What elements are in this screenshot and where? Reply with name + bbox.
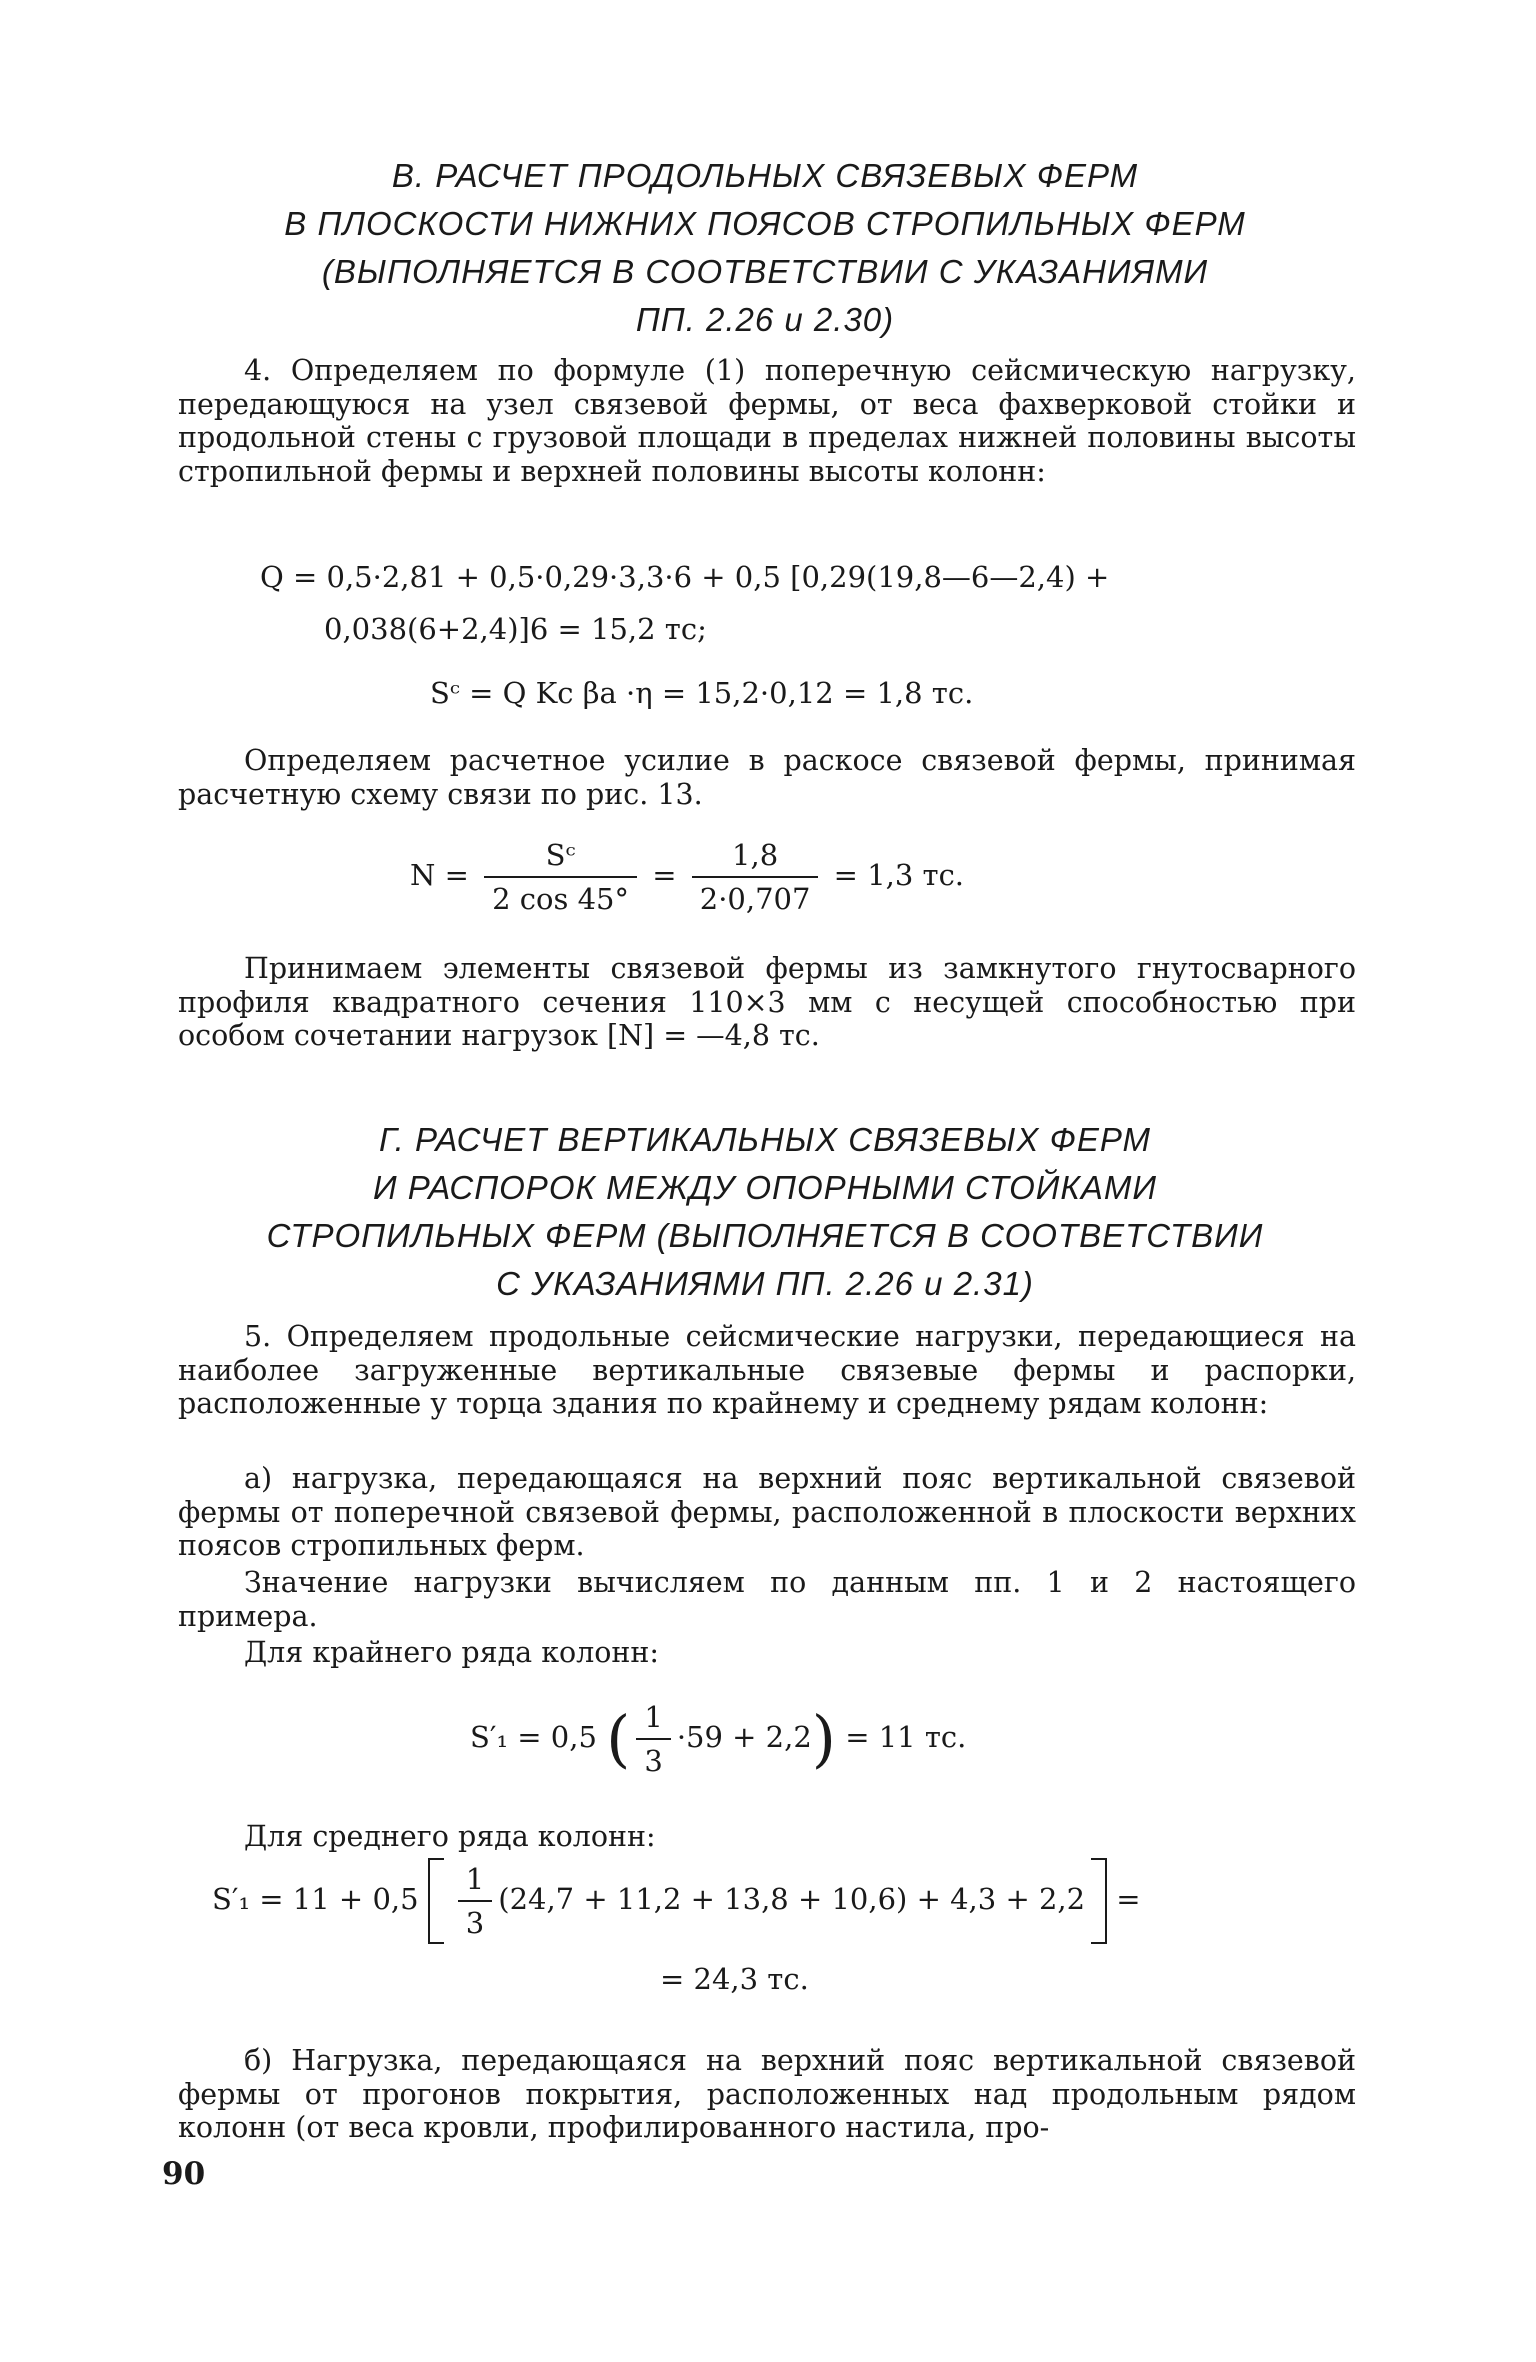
label-outer-row: Для крайнего ряда колонн: [244,1636,660,1669]
equation-n: N = $\frac{\text{Sᶜ}}{2 \cos 45^\circ}$ = $\frac{1,8}{2\cdot 0,707}$ = 1,3 тс. [410,838,965,916]
page-number: 90 [162,2156,206,2192]
paragraph-calc: Определяем расчетное усилие в раскосе связевой фермы, принимая расчетную схему связи по рис. 13. [178,744,1356,811]
paragraph-4: 4. Определяем по формуле (1) поперечную сейсмическую нагрузку, передающуюся на узел связевой фермы, от веса фахверковой стойки и продольной стены с грузовой площади в пределах нижней половины высоты стропильной фермы и верхней половины высоты колонн: [178,354,1356,488]
fraction-2-denominator: 2·0,707 [699,882,811,916]
fraction-denominator: 3 [465,1906,485,1940]
equation-s-seismic: Sᶜ = Q Kc βa ·η = 15,2·0,12 = 1,8 тс. [430,676,974,710]
fraction-2 [692,838,819,916]
fraction-1 [484,838,637,916]
paragraph-accept: Принимаем элементы связевой фермы из замкнутого гнутосварного профиля квадратного сечения 110×3 мм с несущей способностью при особом сочетании нагрузок [N] = —4,8 тс. [178,952,1356,1052]
fraction-numerator: 1 [458,1862,492,1902]
fraction-numerator: 1 [636,1700,670,1740]
paragraph-b: б) Нагрузка, передающаяся на верхний пояс вертикальной связевой фермы от прогонов покрытия, расположенных над продольным рядом колонн (от веса кровли, профилированного настила, про- [178,2044,1356,2144]
equation-s1-outer: S′₁ = 0,5 ( $\frac{1}{3}$ ·59 + 2,2) = 11 тс. [470,1700,967,1778]
fraction-2-numerator: 1,8 [692,838,819,878]
heading-line: ПП. 2.26 и 2.30) [635,301,895,338]
equation-q-line2: 0,038(6+2,4)]6 = 15,2 тс; [324,612,707,646]
equation-s1-result: = 11 тс. [845,1720,967,1754]
paragraph-a: а) нагрузка, передающаяся на верхний пояс вертикальной связевой фермы от поперечной связевой фермы, расположенной в плоскости верхних поясов стропильных ферм. [178,1462,1356,1562]
heading-line: И РАСПОРОК МЕЖДУ ОПОРНЫМИ СТОЙКАМИ [373,1169,1157,1206]
heading-line: (ВЫПОЛНЯЕТСЯ В СООТВЕТСТВИИ С УКАЗАНИЯМИ [321,253,1209,290]
label-middle-row: Для среднего ряда колонн: [244,1820,656,1853]
equation-s1-lhs: S′₁ = 0,5 [470,1720,597,1754]
heading-line: С УКАЗАНИЯМИ ПП. 2.26 и 2.31) [496,1265,1034,1302]
equation-q-line1: Q = 0,5·2,81 + 0,5·0,29·3,3·6 + 0,5 [0,29(19,8—6—2,4) + [260,560,1110,594]
equation-s1-middle-result: = 24,3 тс. [660,1962,809,1996]
equation-n-lhs: N = [410,858,469,892]
equation-s2-equals: = [1116,1882,1141,1916]
paragraph-5: 5. Определяем продольные сейсмические нагрузки, передающиеся на наиболее загруженные вертикальные связевые фермы и распорки, расположенные у торца здания по крайнему и среднему рядам колонн: [178,1320,1356,1420]
fraction-denominator: 3 [644,1744,663,1778]
equation-s2-rest: (24,7 + 11,2 + 13,8 + 10,6) + 4,3 + 2,2 [498,1882,1086,1916]
fraction-1-denominator: 2 cos 45° [492,882,629,916]
fraction-one-third [636,1700,670,1778]
equation-n-result: = 1,3 тс. [833,858,965,892]
equation-s1-rest: ·59 + 2,2 [676,1720,812,1754]
fraction-one-third [458,1862,492,1940]
paragraph-value: Значение нагрузки вычисляем по данным пп. 1 и 2 настоящего примера. [178,1566,1356,1633]
section-g-heading [150,1116,1380,1308]
equation-s1-middle [212,1858,1141,1944]
heading-line: СТРОПИЛЬНЫХ ФЕРМ (ВЫПОЛНЯЕТСЯ В СООТВЕТСТВИИ [266,1217,1264,1254]
heading-line: В. РАСЧЕТ ПРОДОЛЬНЫХ СВЯЗЕВЫХ ФЕРМ [391,157,1139,194]
fraction-1-numerator: Sᶜ [484,838,637,878]
section-v-heading [150,152,1380,344]
equation-s2-lhs: S′₁ = 11 + 0,5 [212,1882,419,1916]
heading-line: Г. РАСЧЕТ ВЕРТИКАЛЬНЫХ СВЯЗЕВЫХ ФЕРМ [379,1121,1151,1158]
heading-line: В ПЛОСКОСТИ НИЖНИХ ПОЯСОВ СТРОПИЛЬНЫХ ФЕРМ [284,205,1246,242]
